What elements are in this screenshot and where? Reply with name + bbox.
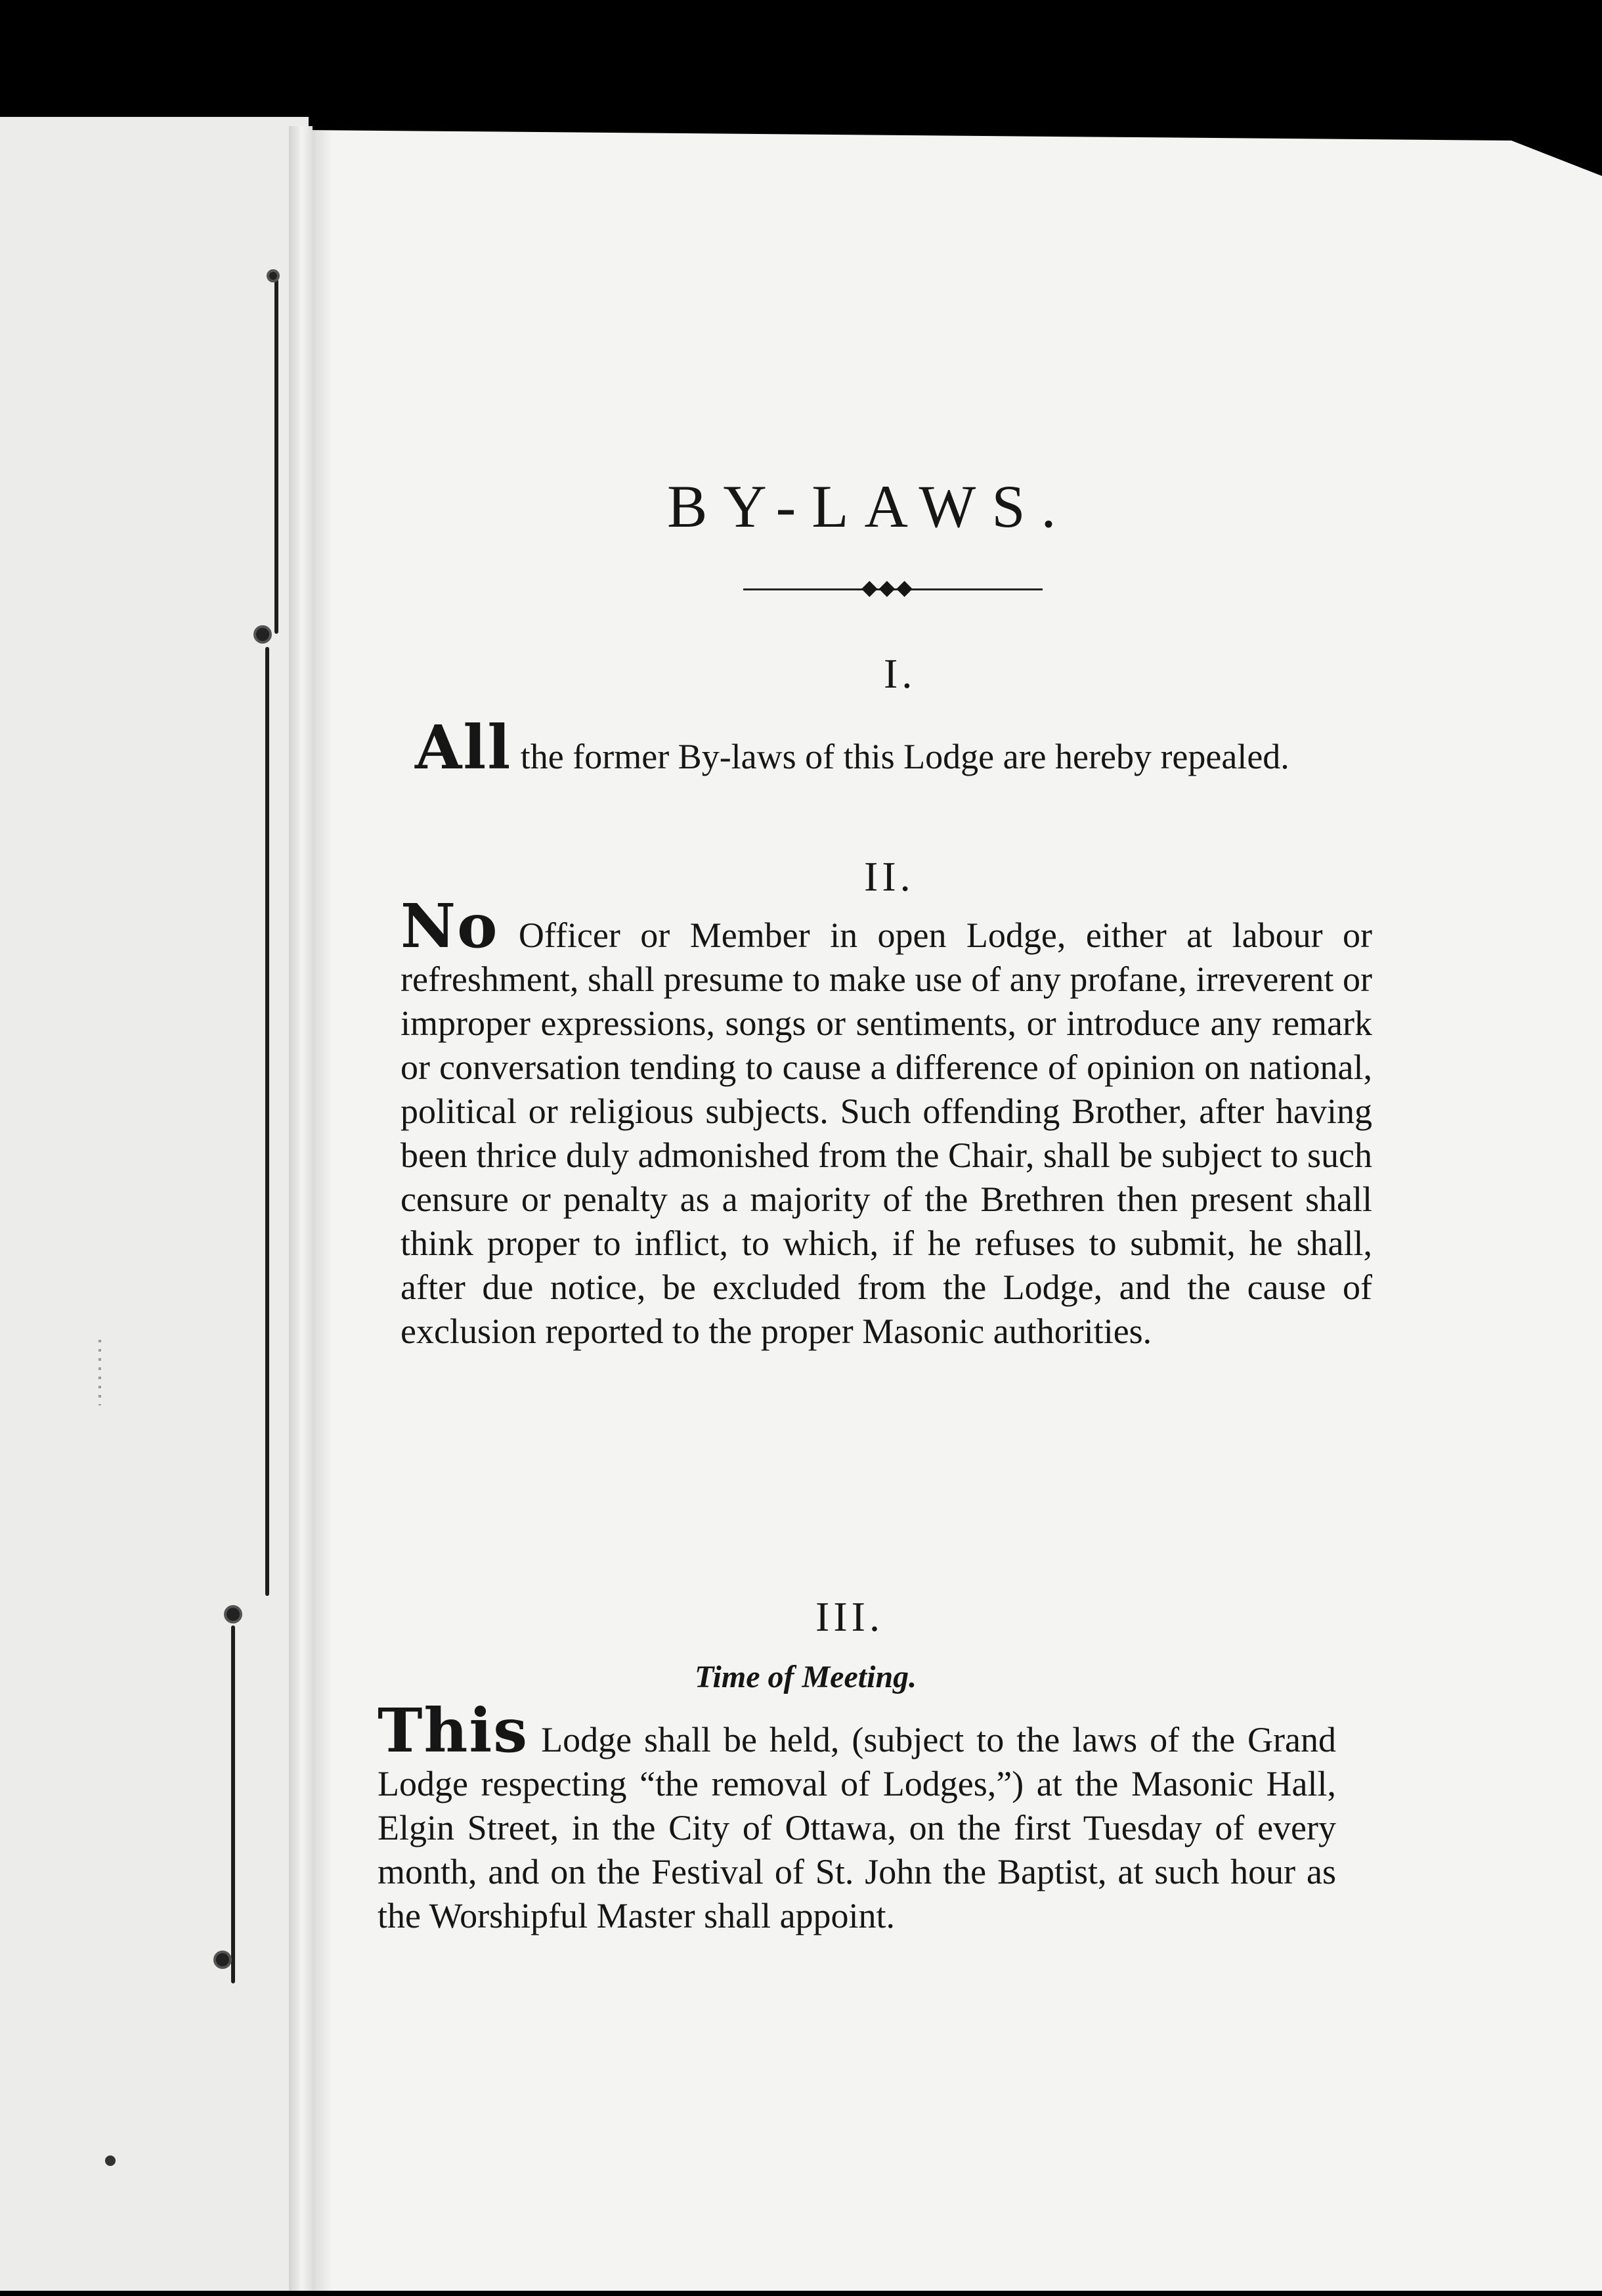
- section-text-1: the former By-laws of this Lodge are hereby repealed.: [520, 737, 1289, 776]
- section-numeral-3: III.: [815, 1593, 884, 1640]
- section-paragraph-2: [401, 891, 1372, 1354]
- section-numeral-2: II.: [864, 853, 915, 900]
- rule-ornament: ◆◆◆: [861, 575, 914, 599]
- binding-thread: [265, 647, 269, 1596]
- stitch-knot: [224, 1605, 242, 1623]
- section-initial-word-1: All: [415, 712, 512, 783]
- section-text-2: Officer or Member in open Lodge, either at labour or refreshment, shall presume to make use of any profane, irreverent or improper expressions, songs or sentiments, or introduce any remark or conversation tending to cause a difference of opinion on national, political or religious subjects. Such offending Brother, after having been thrice duly admonished from the Chair, shall be subject to such censure or penalty as a majority of the Brethren then present shall think proper to inflict, to which, if he refuses to submit, he shall, after due notice, be excluded from the Lodge, and the cause of exclusion reported to the proper Masonic authorities.: [401, 916, 1372, 1351]
- left-page: [0, 117, 309, 2291]
- section-paragraph-3: [378, 1695, 1336, 1938]
- stitch-knot: [253, 625, 272, 644]
- stitch-knot: [267, 269, 280, 282]
- section-paragraph-1: [415, 712, 1379, 783]
- page-dots: [98, 1340, 101, 1405]
- page-shadow: [313, 130, 332, 2291]
- section-subtitle-3: Time of Meeting.: [695, 1660, 917, 1694]
- page-speck: [105, 2155, 116, 2166]
- section-initial-word-3: This: [378, 1695, 529, 1766]
- page-title: BY-LAWS.: [667, 473, 1072, 540]
- stitch-knot: [213, 1951, 232, 1969]
- section-text-3: Lodge shall be held, (subject to the laws of the Grand Lodge respecting “the removal of Lodges,”) at the Masonic Hall, Elgin Street, in the City of Ottawa, on the first Tuesday of every month, and on the Festival of St. John the Baptist, at such hour as the Worshipful Master shall appoint.: [378, 1720, 1336, 1935]
- section-numeral-1: I.: [884, 650, 917, 697]
- binding-thread: [274, 279, 278, 634]
- section-initial-word-2: No: [401, 891, 499, 961]
- binding-strip: [289, 126, 313, 2291]
- binding-thread: [231, 1625, 235, 1983]
